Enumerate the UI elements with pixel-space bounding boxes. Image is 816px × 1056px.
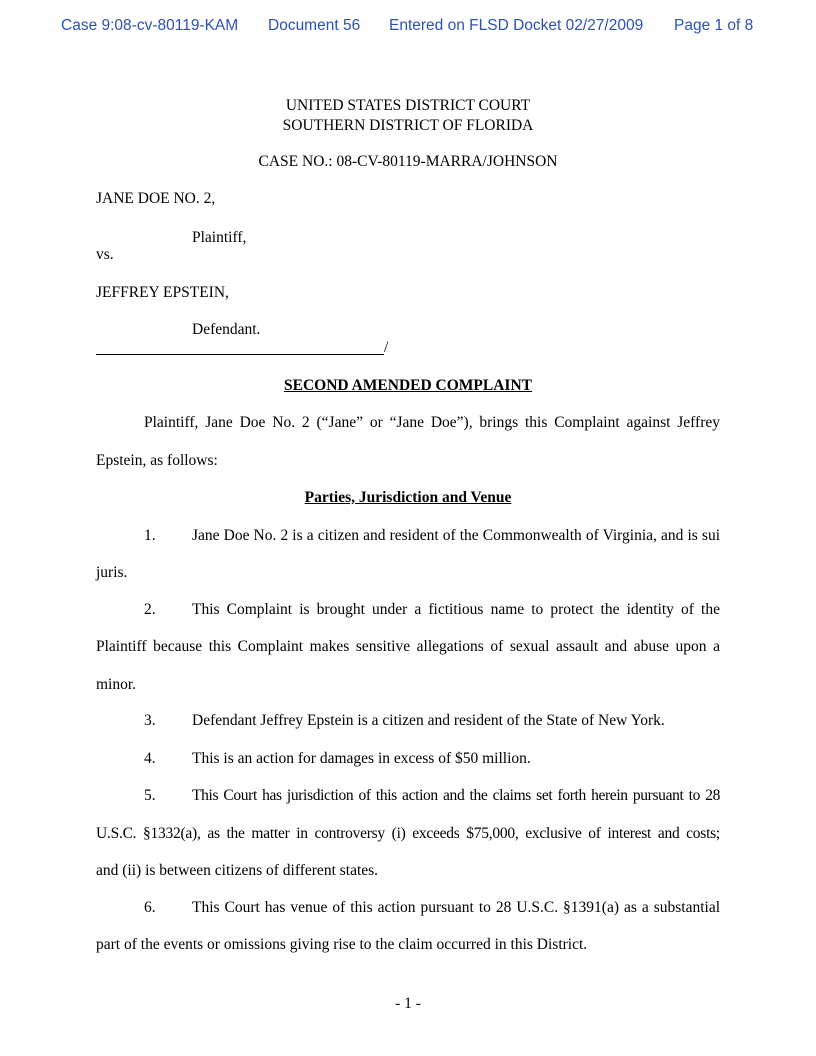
paragraph-text: This Court has venue of this action pursuant to 28 U.S.C. §1391(a) as a substantial: [192, 899, 720, 916]
court-name-line2: SOUTHERN DISTRICT OF FLORIDA: [282, 117, 534, 134]
paragraph-text: U.S.C. §1332(a), as the matter in controversy (i) exceeds $75,000, exclusive of interest and costs;: [96, 825, 720, 842]
paragraph-number: 2.: [144, 601, 156, 618]
paragraph-number: 6.: [144, 899, 156, 916]
defendant-role: Defendant.: [192, 321, 261, 338]
plaintiff-role: Plaintiff,: [192, 229, 247, 246]
paragraph-text: minor.: [96, 676, 137, 693]
paragraph-text: and (ii) is between citizens of different states.: [96, 862, 379, 879]
caption-divider-line: [96, 354, 384, 355]
paragraph-text: Jane Doe No. 2 is a citizen and resident of the Commonwealth of Virginia, and is sui: [192, 527, 720, 544]
paragraph-text: This is an action for damages in excess of $50 million.: [192, 750, 531, 767]
court-name-line1: UNITED STATES DISTRICT COURT: [285, 97, 531, 114]
header-page-count: Page 1 of 8: [674, 17, 754, 34]
paragraph-number: 5.: [144, 787, 156, 804]
section-heading: Parties, Jurisdiction and Venue: [304, 489, 512, 506]
caption-divider-slash: /: [384, 339, 389, 356]
case-number: CASE NO.: 08-CV-80119-MARRA/JOHNSON: [258, 153, 558, 170]
paragraph-number: 1.: [144, 527, 156, 544]
defendant-name: JEFFREY EPSTEIN,: [96, 284, 229, 301]
header-docket-entry: Entered on FLSD Docket 02/27/2009: [389, 17, 644, 34]
paragraph-text: Defendant Jeffrey Epstein is a citizen and resident of the State of New York.: [192, 712, 665, 729]
plaintiff-name: JANE DOE NO. 2,: [96, 190, 216, 207]
paragraph-text: part of the events or omissions giving rise to the claim occurred in this District.: [96, 936, 588, 953]
document-title: SECOND AMENDED COMPLAINT: [283, 377, 532, 394]
header-document-number: Document 56: [268, 17, 361, 34]
page-number-footer: - 1 -: [395, 995, 421, 1012]
paragraph-number: 4.: [144, 750, 156, 767]
paragraph-text: This Complaint is brought under a fictitious name to protect the identity of the: [192, 601, 720, 618]
header-case-number: Case 9:08-cv-80119-KAM: [61, 17, 239, 34]
intro-line-2: Epstein, as follows:: [96, 452, 218, 469]
versus-label: vs.: [96, 246, 114, 263]
paragraph-text: juris.: [96, 564, 128, 581]
paragraph-text: Plaintiff because this Complaint makes sensitive allegations of sexual assault and abuse upon a: [96, 638, 720, 655]
intro-line-1: Plaintiff, Jane Doe No. 2 (“Jane” or “Jane Doe”), brings this Complaint against Jeffrey: [144, 414, 720, 431]
paragraph-number: 3.: [144, 712, 156, 729]
court-docket-header: [0, 17, 816, 39]
paragraph-text: This Court has jurisdiction of this action and the claims set forth herein pursuant to 28: [192, 787, 720, 804]
